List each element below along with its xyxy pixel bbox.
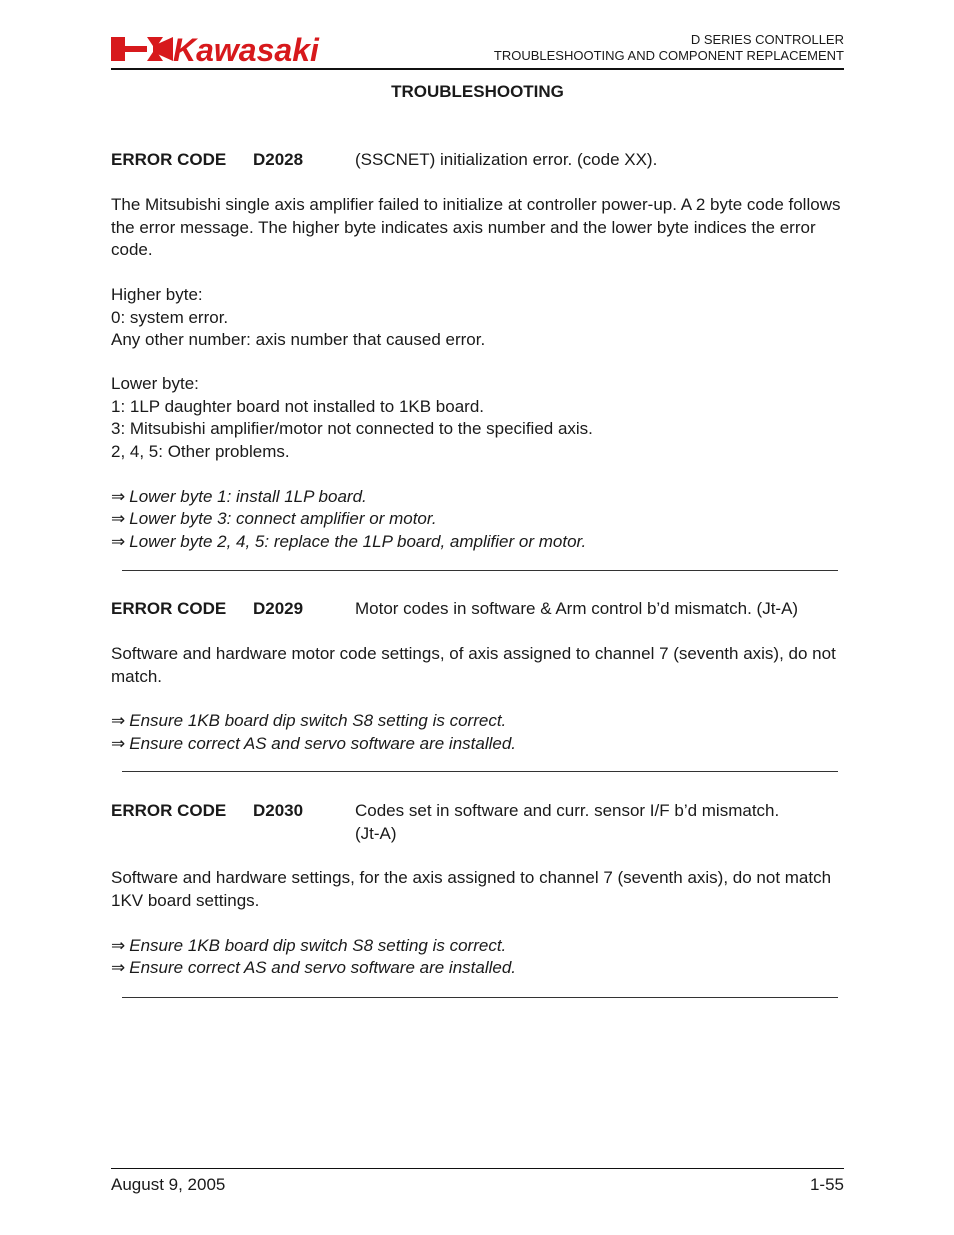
error-code-label: ERROR CODE <box>111 150 227 169</box>
action-text: Ensure 1KB board dip switch S8 setting is correct. <box>129 936 507 955</box>
error-paragraph: Software and hardware motor code settings, of axis assigned to channel 7 (seventh axis), do not match. <box>111 644 836 686</box>
error-code-value: D2029 <box>253 599 304 618</box>
action-text: Ensure correct AS and servo software are installed. <box>129 958 517 977</box>
section-divider <box>122 771 838 772</box>
action-item <box>111 935 506 958</box>
arrow-icon: ⇒ <box>111 734 126 753</box>
error-paragraph: Lower byte: 1: 1LP daughter board not installed to 1KB board. 3: Mitsubishi amplifier/motor not connected to the specified axis. 2, 4, 5: Other problems. <box>111 374 593 461</box>
footer-rule <box>111 1168 844 1169</box>
footer-date: August 9, 2005 <box>111 1175 226 1194</box>
action-text: Ensure correct AS and servo software are installed. <box>129 734 517 753</box>
arrow-icon: ⇒ <box>111 958 126 977</box>
section-title: TROUBLESHOOTING <box>391 82 564 101</box>
header-doc-title: D SERIES CONTROLLER <box>690 32 844 47</box>
arrow-icon: ⇒ <box>111 936 126 955</box>
error-paragraph: Higher byte: 0: system error. Any other number: axis number that caused error. <box>111 285 486 349</box>
action-text: Ensure 1KB board dip switch S8 setting is correct. <box>129 711 507 730</box>
action-text: Lower byte 2, 4, 5: replace the 1LP board, amplifier or motor. <box>129 532 587 551</box>
arrow-icon: ⇒ <box>111 711 126 730</box>
kawasaki-logo <box>111 33 391 65</box>
action-item <box>111 508 437 531</box>
error-paragraph: The Mitsubishi single axis amplifier failed to initialize at controller power-up. A 2 byte code follows the error message. The higher byte indicates axis number and the lower byte indices the error code. <box>111 195 841 259</box>
section-divider <box>122 570 838 571</box>
arrow-icon: ⇒ <box>111 532 126 551</box>
header-rule <box>111 68 844 70</box>
svg-text:Kawasaki: Kawasaki <box>173 33 319 65</box>
arrow-icon: ⇒ <box>111 487 126 506</box>
header-doc-subtitle: TROUBLESHOOTING AND COMPONENT REPLACEMENT <box>493 48 844 63</box>
page-number: 1-55 <box>809 1175 844 1194</box>
action-item <box>111 710 506 733</box>
error-description: Motor codes in software & Arm control b’d mismatch. (Jt-A) <box>355 599 799 618</box>
error-description: (SSCNET) initialization error. (code XX). <box>355 150 658 169</box>
action-text: Lower byte 3: connect amplifier or motor. <box>129 509 437 528</box>
error-code-label: ERROR CODE <box>111 599 227 618</box>
error-code-value: D2030 <box>253 801 304 820</box>
action-text: Lower byte 1: install 1LP board. <box>129 487 367 506</box>
action-item <box>111 486 367 509</box>
action-item <box>111 531 586 554</box>
error-code-label: ERROR CODE <box>111 801 227 820</box>
error-code-value: D2028 <box>253 150 304 169</box>
arrow-icon: ⇒ <box>111 509 126 528</box>
action-item <box>111 957 516 980</box>
action-item <box>111 733 516 756</box>
section-divider <box>122 997 838 998</box>
error-paragraph: Software and hardware settings, for the axis assigned to channel 7 (seventh axis), do not match 1KV board settings. <box>111 868 832 910</box>
error-description: Codes set in software and curr. sensor I/F b’d mismatch. (Jt-A) <box>355 801 780 843</box>
